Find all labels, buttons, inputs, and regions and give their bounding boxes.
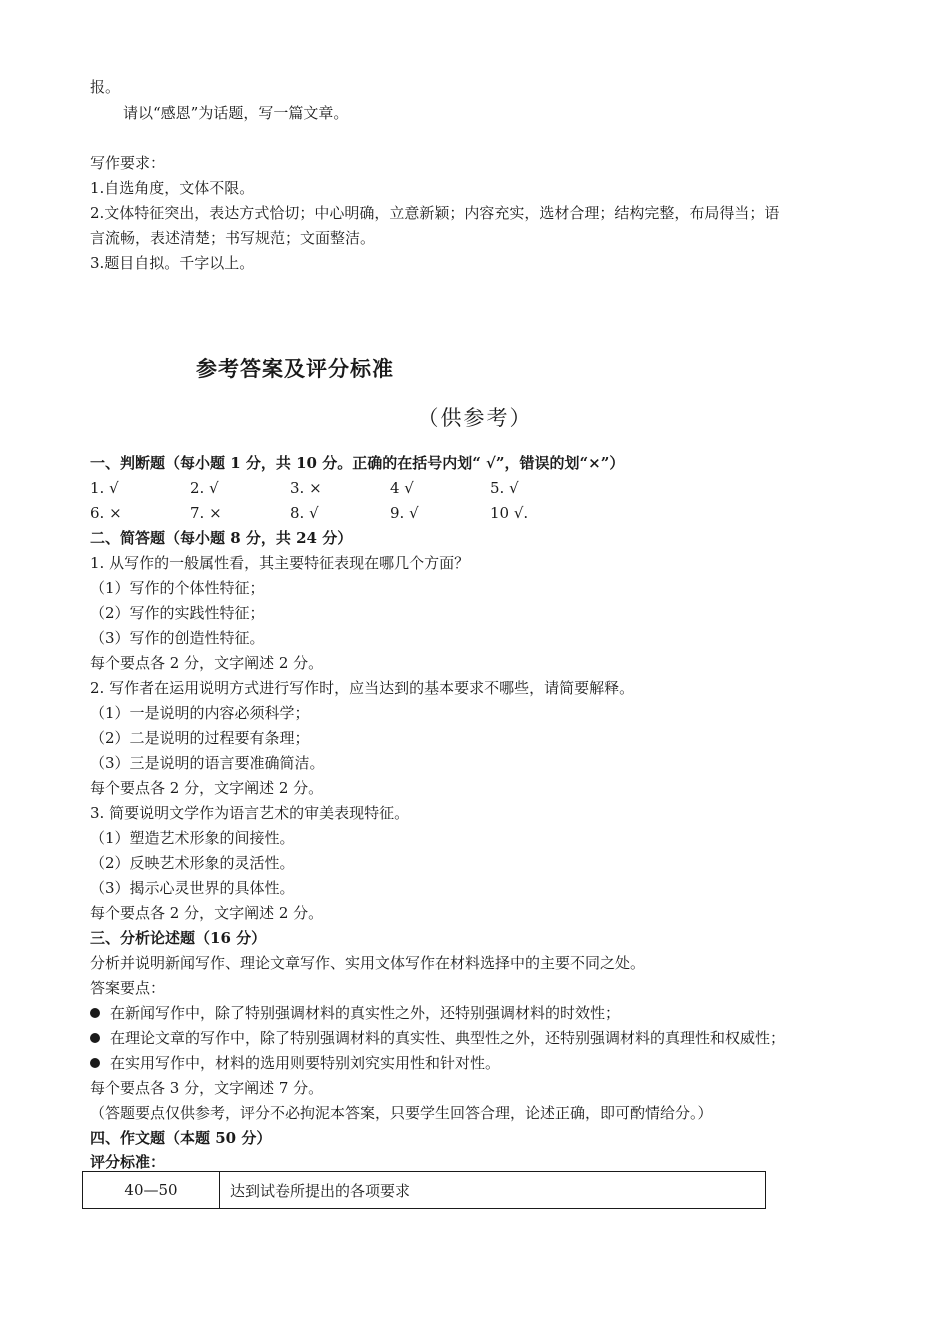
scoring-table [82,1171,766,1209]
section2-line: 2. 写作者在运用说明方式进行写作时，应当达到的基本要求不哪些，请简要解释。 [90,679,635,697]
section3-bullet: 在实用写作中，材料的选用则要特别刘究实用性和针对性。 [90,1053,500,1073]
judge-answer: 5. √ [490,479,519,497]
bullet-icon [90,1058,100,1068]
section2-line: 1. 从写作的一般属性看，其主要特征表现在哪几个方面？ [90,554,470,572]
section2-line: （1）塑造艺术形象的间接性。 [90,829,295,847]
section2-line: （2）写作的实践性特征； [90,604,265,622]
judge-answer: 1. √ [90,479,119,497]
section2-line: （3）写作的创造性特征。 [90,629,265,647]
section2-line: 每个要点各 2 分，文字阐述 2 分。 [90,904,324,922]
prompt-topic: 请以“感恩”为话题，写一篇文章。 [123,104,349,122]
section2-line: （2）反映艺术形象的灵活性。 [90,854,295,872]
section3-bullet: 在新闻写作中，除了特别强调材料的真实性之外，还特别强调材料的时效性； [90,1003,620,1023]
section2-line: （3）三是说明的语言要准确简洁。 [90,754,325,772]
judge-answer: 7. × [190,504,222,522]
criteria-label: 评分标准： [90,1153,166,1171]
score-desc-cell: 达到试卷所提出的各项要求 [220,1172,766,1209]
judge-answer: 6. × [90,504,122,522]
section3-bullet: 在理论文章的写作中，除了特别强调材料的真实性、典型性之外，还特别强调材料的真理性和权威性； [90,1028,785,1048]
requirement-item: 1.自选角度，文体不限。 [90,179,255,197]
section2-line: 3. 简要说明文学作为语言艺术的审美表现特征。 [90,804,410,822]
requirements-heading: 写作要求： [90,154,166,172]
requirement-item: 2.文体特征突出，表达方式恰切；中心明确，立意新颖；内容充实，选材合理；结构完整，布局得当；语 [90,204,780,222]
judge-answer: 4 √ [390,479,414,497]
section3-note: （答题要点仅供参考，评分不必拘泥本答案，只要学生回答合理，论述正确，即可酌情给分。） [90,1104,713,1122]
requirement-item: 言流畅，表述清楚；书写规范；文面整洁。 [90,229,376,247]
judge-answer: 3. × [290,479,322,497]
answer-title: 参考答案及评分标准 [196,356,394,381]
section2-heading: 二、简答题（每小题 8 分，共 24 分） [90,529,353,547]
judge-answer: 2. √ [190,479,219,497]
section2-line: （1）写作的个体性特征； [90,579,265,597]
judge-answer: 10 √. [490,504,529,522]
requirement-item: 3.题目自拟。千字以上。 [90,254,255,272]
section2-line: （1）一是说明的内容必须科学； [90,704,310,722]
section3-heading: 三、分析论述题（16 分） [90,929,267,947]
prompt-tail: 报。 [90,78,121,96]
answer-subtitle: （供参考） [417,406,533,430]
section2-line: 每个要点各 2 分，文字阐述 2 分。 [90,779,324,797]
section1-heading: 一、判断题（每小题 1 分，共 10 分。正确的在括号内划“ √”，错误的划“×”） [90,454,625,472]
judge-answer: 9. √ [390,504,419,522]
section2-line: （2）二是说明的过程要有条理； [90,729,310,747]
section2-line: 每个要点各 2 分，文字阐述 2 分。 [90,654,324,672]
bullet-icon [90,1033,100,1043]
table-row [83,1172,766,1209]
section4-heading: 四、作文题（本题 50 分） [90,1129,272,1147]
section3-points-label: 答案要点： [90,979,166,997]
section3-score: 每个要点各 3 分，文字阐述 7 分。 [90,1079,324,1097]
bullet-icon [90,1008,100,1018]
section2-line: （3）揭示心灵世界的具体性。 [90,879,295,897]
section3-question: 分析并说明新闻写作、理论文章写作、实用文体写作在材料选择中的主要不同之处。 [90,954,646,972]
judge-answer: 8. √ [290,504,319,522]
score-range-cell: 40—50 [83,1172,220,1209]
